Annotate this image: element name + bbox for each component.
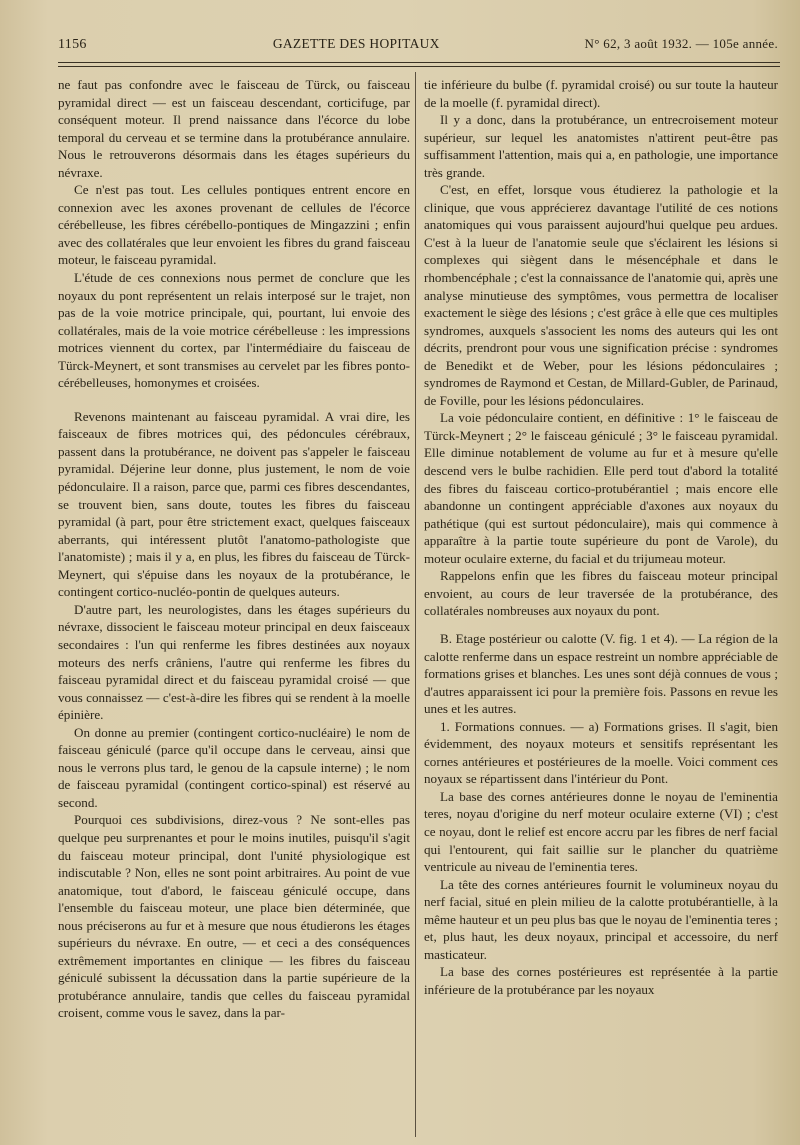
paragraph: On donne au premier (contingent cortico-nucléaire) le nom de faisceau géniculé (parce qu'il occupe dans le cerveau, ainsi que nous le verrons plus tard, le genou de la capsule interne) ; le nom de faisceau pyramidal (contingent cortico-spinal) est réservé au second. [58, 724, 410, 810]
paragraph: La base des cornes postérieures est représentée à la partie inférieure de la protubérance par les noyaux [424, 964, 778, 997]
page-header [58, 36, 778, 58]
journal-title: GAZETTE DES HOPITAUX [272, 36, 440, 51]
paragraph: Revenons maintenant au faisceau pyramidal. A vrai dire, les faisceaux de fibres motrices qui, des pédoncules cérébraux, passent dans la protubérance, ne doivent pas s'appeler le faisceau pyramidal. Déjerine leur donne, plus justement, le nom de voie pédonculaire. Il a raison, parce que, parmi ces fibres descendantes, se trouvent bien, sans doute, toutes les fibres du faisceau pyramidal (à part, pour être strictement exact, quelques faisceaux aberrants, qui intéressent plutôt l'anatomo-pathologiste que l'anatomiste) ; mais il y a, en plus, les fibres du faisceau de Türck-Meynert, qui s'épuise dans les noyaux de la protubérance, le contingent cortico-nucléo-pontin de quelques auteurs. [58, 408, 410, 600]
paragraph: Il y a donc, dans la protubérance, un entrecroisement moteur supérieur, sur lequel les anatomistes n'attirent peut-être pas suffisamment l'attention, mais qui a, en pathologie, une importance très grande. [424, 112, 778, 180]
paragraph: Rappelons enfin que les fibres du faisceau moteur principal envoient, au cours de leur traversée de la protubérance, des collatérales nombreuses aux noyaux du pont. [424, 568, 778, 619]
paragraph: 1. Formations connues. — a) Formations grises. Il s'agit, bien évidemment, des noyaux moteurs et sensitifs représentant les cornes antérieures et postérieures de la moelle. Voici comment ces noyaux se répartissent dans l'intérieur du Pont. [424, 718, 778, 787]
paragraph: L'étude de ces connexions nous permet de conclure que les noyaux du pont représentent un relais interposé sur le trajet, non pas de la voie motrice principale, qui, pourtant, lui envoie des collatérales, mais de la voie motrice cérébelleuse : les impressions motrices viennent du cortex, par l'intermédiaire du faisceau de Türck-Meynert, et sont transmises au cervelet par les fibres ponto-cérébelleuses, homonymes et croisées. [58, 270, 410, 391]
paragraph: Ce n'est pas tout. Les cellules pontiques entrent encore en connexion avec les axones provenant de cellules de l'écorce cérébelleuse, les fibres cérébello-pontiques de Mingazzini ; enfin avec des collatérales que leur envoient les fibres du grand faisceau moteur, le faisceau pyramidal. [58, 182, 410, 268]
left-column [58, 76, 410, 1022]
section-heading-paragraph: B. Etage postérieur ou calotte (V. fig. 1 et 4). — La région de la calotte renferme dans un espace restreint un nombre appréciable de formations grises et blanches. Les unes sont déjà connues de vous ; d'autres apparaissent ici pour la première fois. Passons en revue les unes et les autres. [424, 630, 778, 717]
column-divider [415, 72, 416, 1137]
paragraph: tie inférieure du bulbe (f. pyramidal croisé) ou sur toute la hauteur de la moelle (f. pyramidal direct). [424, 77, 778, 110]
paragraph: C'est, en effet, lorsque vous étudierez la pathologie et la clinique, que vous apprécierez davantage l'utilité de ces notions anatomiques qui vous paraissent aujourd'hui quelque peu ardues. C'est à la lueur de l'anatomie seule que s'éclairent les lésions si complexes qui siègent dans le mésencéphale et dans le rhombencéphale ; c'est la connaissance de l'anatomie qui, après une analyse minutieuse des symptômes, vous permettra de localiser exactement le siège des lésions ; c'est grâce à elle que ces multiples syndromes, auxquels s'associent les noms des auteurs qui les ont décrits, prendront pour vous une signification précise : syndromes de Benedikt et de Weber, pour les lésions pédonculaires ; syndromes de Raymond et Cestan, de Millard-Gubler, de Parinaud, de Foville, pour les lésions pédonculaires. [424, 182, 778, 408]
paragraph: ne faut pas confondre avec le faisceau de Türck, ou faisceau pyramidal direct — est un faisceau descendant, corticifuge, par conséquent moteur. Il prend naissance dans l'écorce du lobe temporal du cerveau et se termine dans la protubérance annulaire. Nous le retrouverons désormais dans les étages supérieurs du névraxe. [58, 77, 410, 180]
paragraph: La voie pédonculaire contient, en définitive : 1° le faisceau de Türck-Meynert ; 2° le faisceau géniculé ; 3° le faisceau pyramidal. Elle diminue notablement de volume au fur et à mesure qu'elle descend vers le bulbe rachidien. Elle perd tout d'abord la totalité des fibres du faisceau cortico-protubérantiel ; mais encore elle abandonne un contingent appréciable d'axones aux noyaux du pathétique (qui est surtout pédonculaire), mais qui commence à apparaître à la partie toute supérieure du pont de Varole), du moteur oculaire externe, du facial et du trijumeau moteur. [424, 410, 778, 566]
paragraph: Pourquoi ces subdivisions, direz-vous ? Ne sont-elles pas quelque peu surprenantes et pour le moins inutiles, puisqu'il s'agit du faisceau moteur principal, dont l'unité physiologique est indiscutable ? Non, elles ne sont point arbitraires. Au point de vue anatomique, tout d'abord, le faisceau géniculé occupe, dans l'ensemble du faisceau moteur, une place bien déterminée, que nous préciserons au fur et à mesure que nous étudierons les étages supérieurs du névraxe. En outre, — et ceci a des conséquences extrêmement importantes en clinique — les fibres du faisceau géniculé subissent la décussation dans la partie supérieure de la protubérance annulaire, tandis que celles du faisceau pyramidal croisent, comme vous le savez, dans la par- [58, 812, 410, 1021]
paragraph: La tête des cornes antérieures fournit le volumineux noyau du nerf facial, situé en plein milieu de la calotte protubérantielle, à la même hauteur et un peu plus bas que le noyau de l'eminentia teres ; et, plus haut, les deux noyaux, principal et accessoire, du nerf masticateur. [424, 876, 778, 962]
right-column [424, 76, 778, 998]
paragraph: La base des cornes antérieures donne le noyau de l'eminentia teres, noyau d'origine du nerf moteur oculaire externe (VI) ; c'est ce noyau, dont le relief est encore accru par les fibres de nerf facial qui l'entourent, qui fait saillie sur le plancher du quatrième ventricule au niveau de l'eminentia teres. [424, 788, 778, 875]
page-number: 1156 [58, 37, 87, 52]
paragraph: D'autre part, les neurologistes, dans les étages supérieurs du névraxe, dissocient le faisceau moteur principal en deux faisceaux secondaires : l'un qui renferme les fibres destinées aux noyaux moteurs des nerfs crâniens, l'autre qui renferme les fibres du faisceau pyramidal direct et du faisceau pyramidal croisé — que vous connaissez — c'est-à-dire les fibres qui se rendent à la moelle épinière. [58, 601, 410, 723]
issue-info: N° 62, 3 août 1932. — 105e année. [584, 36, 778, 51]
header-rule [58, 62, 780, 67]
